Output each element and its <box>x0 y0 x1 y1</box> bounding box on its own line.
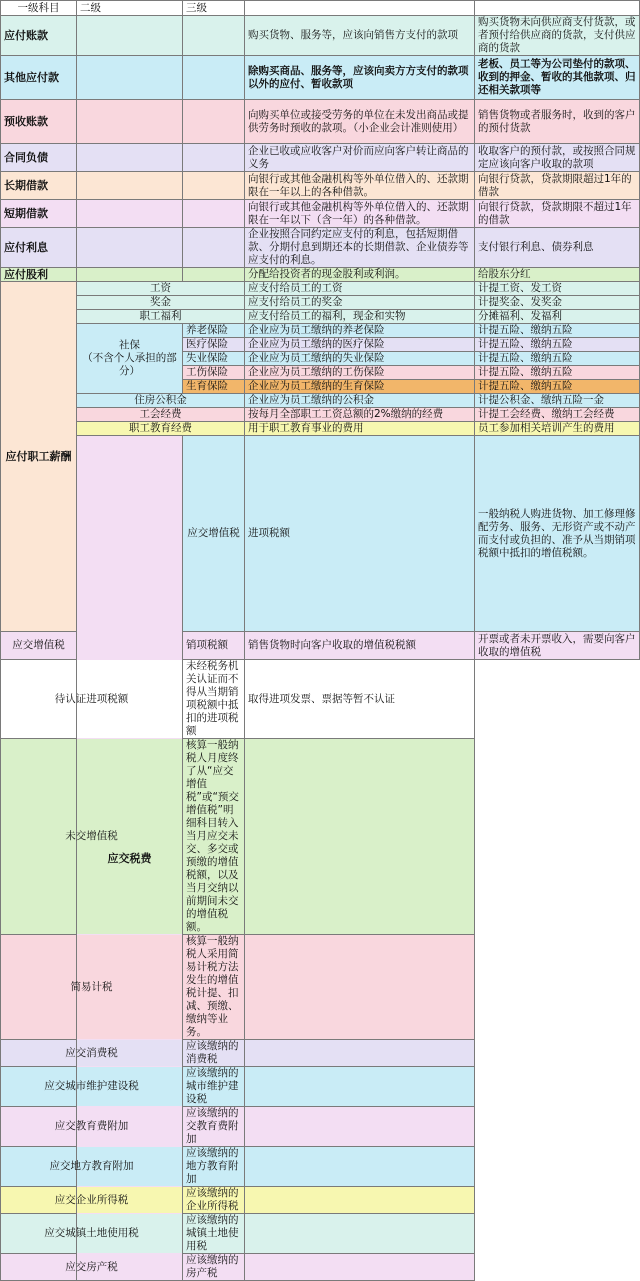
account-note <box>245 739 475 935</box>
row-contract-liabilities <box>1 144 640 172</box>
header-level3: 三级 <box>183 1 245 16</box>
account-note: 分摊福利、发福利 <box>475 310 640 324</box>
account-note: 计提公积金、缴纳五险一金 <box>475 394 640 408</box>
account-description: 应支付给员工的奖金 <box>245 296 475 310</box>
row-long-term-loans <box>1 172 640 200</box>
row-unpaid-vat <box>1 739 640 935</box>
account-description: 按每月全部职工工资总额的2%缴纳的经费 <box>245 408 475 422</box>
row-union-fee <box>1 408 640 422</box>
account-note: 取得进项发票、票据等暂不认证 <box>245 660 475 739</box>
sub-account-name: 应交城市维护建设税 <box>1 1067 183 1107</box>
account-note: 购买货物未向供应商支付货款，或者预付给供应商的货款，支付供应商的货款 <box>475 16 640 56</box>
account-description: 核算一般纳税人月度终了从“应交增值税”或“预交增值税”明细科目转入当月应交未交、多交或预缴的增值税额，以及当月交纳以前期间未交的增值税额。 <box>183 739 245 935</box>
sub-account-name: 应交企业所得税 <box>1 1187 183 1214</box>
sub-account-name: 待认证进项税额 <box>1 660 183 739</box>
header-note <box>475 1 640 16</box>
account-description: 企业按照合同约定应支付的利息，包括短期借款、分期付息到期还本的长期借款、企业债券等应支付的利息。 <box>245 228 475 268</box>
sub-account-name: 应交城镇土地使用税 <box>1 1214 183 1254</box>
sub-account-name: 工会经费 <box>77 408 245 422</box>
account-name: 预收账款 <box>1 100 77 144</box>
account-note: 计提工资、发工资 <box>475 282 640 296</box>
insurance-name: 失业保险 <box>183 352 245 366</box>
sub-account-name: 未交增值税 <box>1 739 183 935</box>
account-description: 应支付给员工的工资 <box>245 282 475 296</box>
third-level-name: 销项税额 <box>183 632 245 660</box>
account-description: 用于职工教育事业的费用 <box>245 422 475 436</box>
account-description: 企业应为员工缴纳的养老保险 <box>245 324 475 338</box>
account-name: 合同负债 <box>1 144 77 172</box>
sub-account-name: 职工福利 <box>77 310 245 324</box>
insurance-name: 生育保险 <box>183 380 245 394</box>
account-note: 计提五险、缴纳五险 <box>475 366 640 380</box>
sub-account-name: 应交教育费附加 <box>1 1107 183 1147</box>
account-note: 计提五险、缴纳五险 <box>475 338 640 352</box>
row-pending-input-tax <box>1 660 640 739</box>
account-note: 收取客户的预付款，或按照合同规定应该向客户收取的款项 <box>475 144 640 172</box>
account-name: 应付股利 <box>1 268 77 282</box>
row-salary-welfare <box>1 310 640 324</box>
account-description: 企业应为员工缴纳的失业保险 <box>245 352 475 366</box>
account-name: 应付职工薪酬 <box>1 282 77 632</box>
row-consumption-tax <box>1 1040 640 1067</box>
account-description: 应该缴纳的城镇土地使用税 <box>183 1214 245 1254</box>
sub-account-name: 应交消费税 <box>1 1040 183 1067</box>
row-simple-taxation <box>1 935 640 1040</box>
account-description: 企业应为员工缴纳的工伤保险 <box>245 366 475 380</box>
account-name: 短期借款 <box>1 200 77 228</box>
account-description: 销售货物时向客户收取的增值税税额 <box>245 632 475 660</box>
row-vat-input <box>1 436 640 632</box>
account-description: 向银行或其他金融机构等外单位借入的、还款期限在一年以下（含一年）的各种借款。 <box>245 200 475 228</box>
account-description: 应该缴纳的消费税 <box>183 1040 245 1067</box>
account-description: 未经税务机关认证而不得从当期销项税额中抵扣的进项税额 <box>183 660 245 739</box>
row-advance-receipts <box>1 100 640 144</box>
account-note: 老板、员工等为公司垫付的款项、收到的押金、暂收的其他款项、归还相关款项等 <box>475 56 640 100</box>
row-other-payables <box>1 56 640 100</box>
account-description: 向购买单位或接受劳务的单位在未发出商品或提供劳务时预收的款项。（小企业会计准则使用） <box>245 100 475 144</box>
row-corporate-income-tax <box>1 1187 640 1214</box>
insurance-name: 医疗保险 <box>183 338 245 352</box>
header-row <box>1 1 640 16</box>
row-education-surcharge <box>1 1107 640 1147</box>
account-description: 应该缴纳的房产税 <box>183 1254 245 1281</box>
account-name: 长期借款 <box>1 172 77 200</box>
third-level-name: 进项税额 <box>245 436 475 632</box>
sub-account-name: 简易计税 <box>1 935 183 1040</box>
account-description: 分配给投资者的现金股利或利润。 <box>245 268 475 282</box>
header-description <box>245 1 475 16</box>
row-property-tax <box>1 1254 640 1281</box>
header-level1: 一级科目 <box>1 1 77 16</box>
account-note: 计提五险、缴纳五险 <box>475 352 640 366</box>
account-note: 向银行贷款，贷款期限超过1年的借款 <box>475 172 640 200</box>
account-description: 应该缴纳的城市维护建设税 <box>183 1067 245 1107</box>
account-name: 其他应付款 <box>1 56 77 100</box>
account-name: 应付利息 <box>1 228 77 268</box>
sub-account-name: 应交增值税 <box>183 436 245 632</box>
account-description: 应该缴纳的地方教育附加 <box>183 1147 245 1187</box>
account-note: 支付银行利息、债券利息 <box>475 228 640 268</box>
insurance-name: 养老保险 <box>183 324 245 338</box>
account-description: 购买货物、服务等，应该向销售方支付的款项 <box>245 16 475 56</box>
row-housing-fund <box>1 394 640 408</box>
row-urban-construction-tax <box>1 1067 640 1107</box>
row-salary-wages <box>1 282 640 296</box>
account-description: 企业应为员工缴纳的公积金 <box>245 394 475 408</box>
account-note: 计提奖金、发奖金 <box>475 296 640 310</box>
account-note <box>245 935 475 1040</box>
row-short-term-loans <box>1 200 640 228</box>
account-note: 给股东分红 <box>475 268 640 282</box>
account-description: 应支付给员工的福利，现金和实物 <box>245 310 475 324</box>
account-note: 开票或者未开票收入，需要向客户收取的增值税 <box>475 632 640 660</box>
row-dividends-payable <box>1 268 640 282</box>
account-description: 应该缴纳的企业所得税 <box>183 1187 245 1214</box>
account-description: 企业已收或应收客户对价而应向客户转让商品的义务 <box>245 144 475 172</box>
social-insurance-label: 社保 <box>119 339 140 351</box>
account-name: 应交税费 <box>77 436 183 1281</box>
account-note: 员工参加相关培训产生的费用 <box>475 422 640 436</box>
row-salary-bonus <box>1 296 640 310</box>
row-social-insurance-pension <box>1 324 640 338</box>
account-description: 企业应为员工缴纳的医疗保险 <box>245 338 475 352</box>
account-note: 计提五险、缴纳五险 <box>475 380 640 394</box>
sub-account-name: 应交增值税 <box>1 632 77 660</box>
sub-account-name: 工资 <box>77 282 245 296</box>
row-education-fee <box>1 422 640 436</box>
account-note: 计提五险、缴纳五险 <box>475 324 640 338</box>
account-description: 向银行或其他金融机构等外单位借入的、还款期限在一年以上的各种借款。 <box>245 172 475 200</box>
row-land-use-tax <box>1 1214 640 1254</box>
sub-account-name: 职工教育经费 <box>77 422 245 436</box>
account-note: 销售货物或者服务时，收到的客户的预付货款 <box>475 100 640 144</box>
account-note: 向银行贷款，贷款期限不超过1年的借款 <box>475 200 640 228</box>
row-interest-payable <box>1 228 640 268</box>
account-description: 企业应为员工缴纳的生育保险 <box>245 380 475 394</box>
sub-account-name: 住房公积金 <box>77 394 245 408</box>
account-description: 一般纳税人购进货物、加工修理修配劳务、服务、无形资产或不动产而支付或负担的、准予从当期销项税额中抵扣的增值税额。 <box>475 436 640 632</box>
sub-account-name: 应交地方教育附加 <box>1 1147 183 1187</box>
insurance-name: 工伤保险 <box>183 366 245 380</box>
sub-account-name: 奖金 <box>77 296 245 310</box>
account-description: 核算一般纳税人采用简易计税方法发生的增值税计提、扣减、预缴、缴纳等业务。 <box>183 935 245 1040</box>
social-insurance-sublabel: （不含个人承担的部分） <box>82 352 177 377</box>
sub-account-name: 应交房产税 <box>1 1254 183 1281</box>
account-description: 应该缴纳的交教育费附加 <box>183 1107 245 1147</box>
social-insurance-cell <box>77 324 183 394</box>
account-name: 应付账款 <box>1 16 77 56</box>
row-local-education-surcharge <box>1 1147 640 1187</box>
row-accounts-payable <box>1 16 640 56</box>
account-description: 除购买商品、服务等，应该向卖方方支付的款项以外的应付、暂收款项 <box>245 56 475 100</box>
account-note: 计提工会经费、缴纳工会经费 <box>475 408 640 422</box>
header-level2: 二级 <box>77 1 183 16</box>
